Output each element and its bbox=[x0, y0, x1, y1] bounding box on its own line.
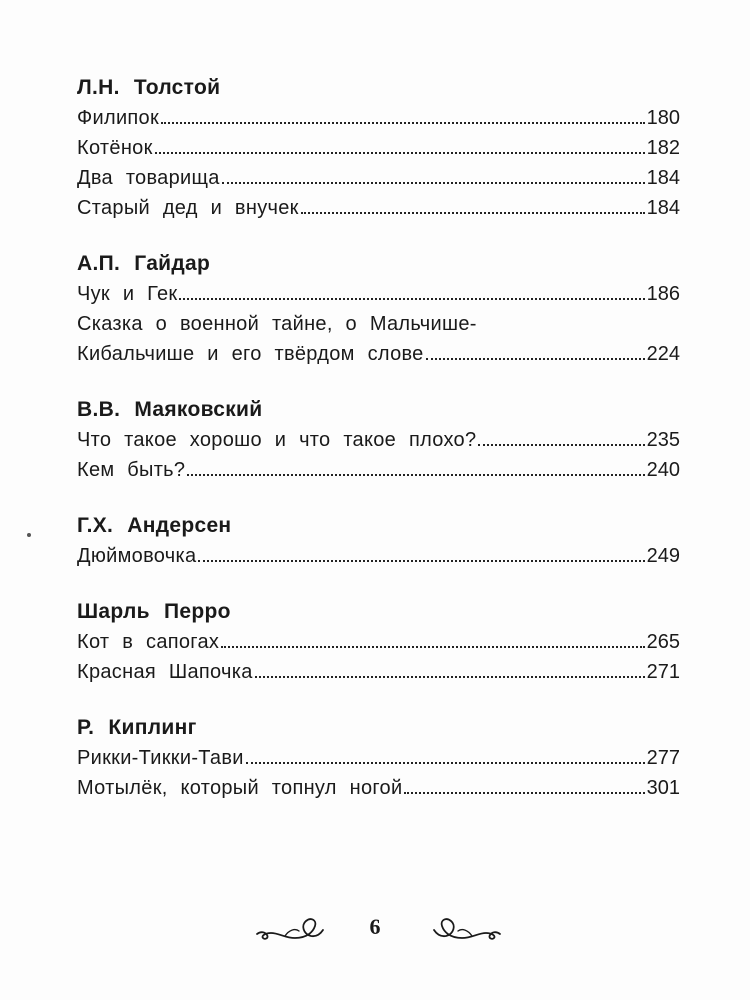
entry-title: Филипок bbox=[77, 107, 160, 129]
author-heading: Р. Киплинг bbox=[77, 716, 197, 739]
author-heading: Г.Х. Андерсен bbox=[77, 514, 232, 537]
entry-title: Котёнок bbox=[77, 137, 153, 159]
entry-page-number: 184 bbox=[646, 167, 680, 189]
toc-entry[interactable] bbox=[77, 743, 680, 773]
entry-page-number: 301 bbox=[646, 777, 680, 799]
dot-leader bbox=[222, 182, 645, 184]
print-speck bbox=[27, 533, 31, 537]
toc-entry[interactable] bbox=[77, 627, 680, 657]
toc-entry[interactable] bbox=[77, 193, 680, 223]
toc-entry[interactable] bbox=[77, 163, 680, 193]
dot-leader bbox=[426, 358, 645, 360]
entry-title: Рикки-Тикки-Тави bbox=[77, 747, 244, 769]
toc-entry[interactable] bbox=[77, 773, 680, 803]
dot-leader bbox=[198, 560, 644, 562]
entry-title: Мотылёк, который топнул ногой bbox=[77, 777, 403, 799]
dot-leader bbox=[246, 762, 645, 764]
toc-section bbox=[77, 395, 680, 485]
entry-page-number: 184 bbox=[646, 197, 680, 219]
toc-entry[interactable] bbox=[77, 541, 680, 571]
dot-leader bbox=[179, 298, 644, 300]
entry-page-number: 180 bbox=[646, 107, 680, 129]
entry-title: Старый дед и внучек bbox=[77, 197, 299, 219]
entry-title-line-1: Сказка о военной тайне, о Мальчише- bbox=[77, 313, 477, 335]
toc-section bbox=[77, 713, 680, 803]
entry-title: Два товарища bbox=[77, 167, 220, 189]
toc-entry[interactable] bbox=[77, 455, 680, 485]
toc-entry[interactable] bbox=[77, 103, 680, 133]
toc-entry[interactable] bbox=[77, 133, 680, 163]
entry-title: Дюймовочка bbox=[77, 545, 197, 567]
entry-page-number: 224 bbox=[646, 343, 680, 365]
author-heading: В.В. Маяковский bbox=[77, 398, 263, 421]
dot-leader bbox=[187, 474, 644, 476]
dot-leader bbox=[221, 646, 644, 648]
author-heading: Шарль Перро bbox=[77, 600, 231, 623]
entry-page-number: 182 bbox=[646, 137, 680, 159]
entry-title: Красная Шапочка bbox=[77, 661, 253, 683]
dot-leader bbox=[161, 122, 645, 124]
toc-entry[interactable] bbox=[77, 657, 680, 687]
table-of-contents bbox=[77, 73, 680, 829]
toc-entry[interactable] bbox=[77, 425, 680, 455]
dot-leader bbox=[255, 676, 645, 678]
toc-entry[interactable] bbox=[77, 309, 680, 369]
entry-page-number: 277 bbox=[646, 747, 680, 769]
toc-section bbox=[77, 249, 680, 369]
author-heading: Л.Н. Толстой bbox=[77, 76, 221, 99]
entry-page-number: 235 bbox=[646, 429, 680, 451]
entry-page-number: 271 bbox=[646, 661, 680, 683]
entry-title: Что такое хорошо и что такое плохо? bbox=[77, 429, 477, 451]
dot-leader bbox=[155, 152, 645, 154]
entry-page-number: 186 bbox=[646, 283, 680, 305]
entry-title: Кибальчише и его твёрдом слове bbox=[77, 343, 424, 365]
toc-section bbox=[77, 511, 680, 571]
dot-leader bbox=[404, 792, 644, 794]
swirl-ornament-icon bbox=[430, 914, 502, 949]
entry-page-number: 249 bbox=[646, 545, 680, 567]
entry-title: Кем быть? bbox=[77, 459, 186, 481]
page-number: 6 bbox=[369, 914, 381, 939]
entry-page-number: 240 bbox=[646, 459, 680, 481]
page-footer bbox=[0, 912, 750, 948]
dot-leader bbox=[478, 444, 644, 446]
entry-title: Чук и Гек bbox=[77, 283, 178, 305]
entry-page-number: 265 bbox=[646, 631, 680, 653]
dot-leader bbox=[301, 212, 645, 214]
toc-entry[interactable] bbox=[77, 279, 680, 309]
entry-title: Кот в сапогах bbox=[77, 631, 220, 653]
toc-section bbox=[77, 73, 680, 223]
author-heading: А.П. Гайдар bbox=[77, 252, 211, 275]
toc-section bbox=[77, 597, 680, 687]
